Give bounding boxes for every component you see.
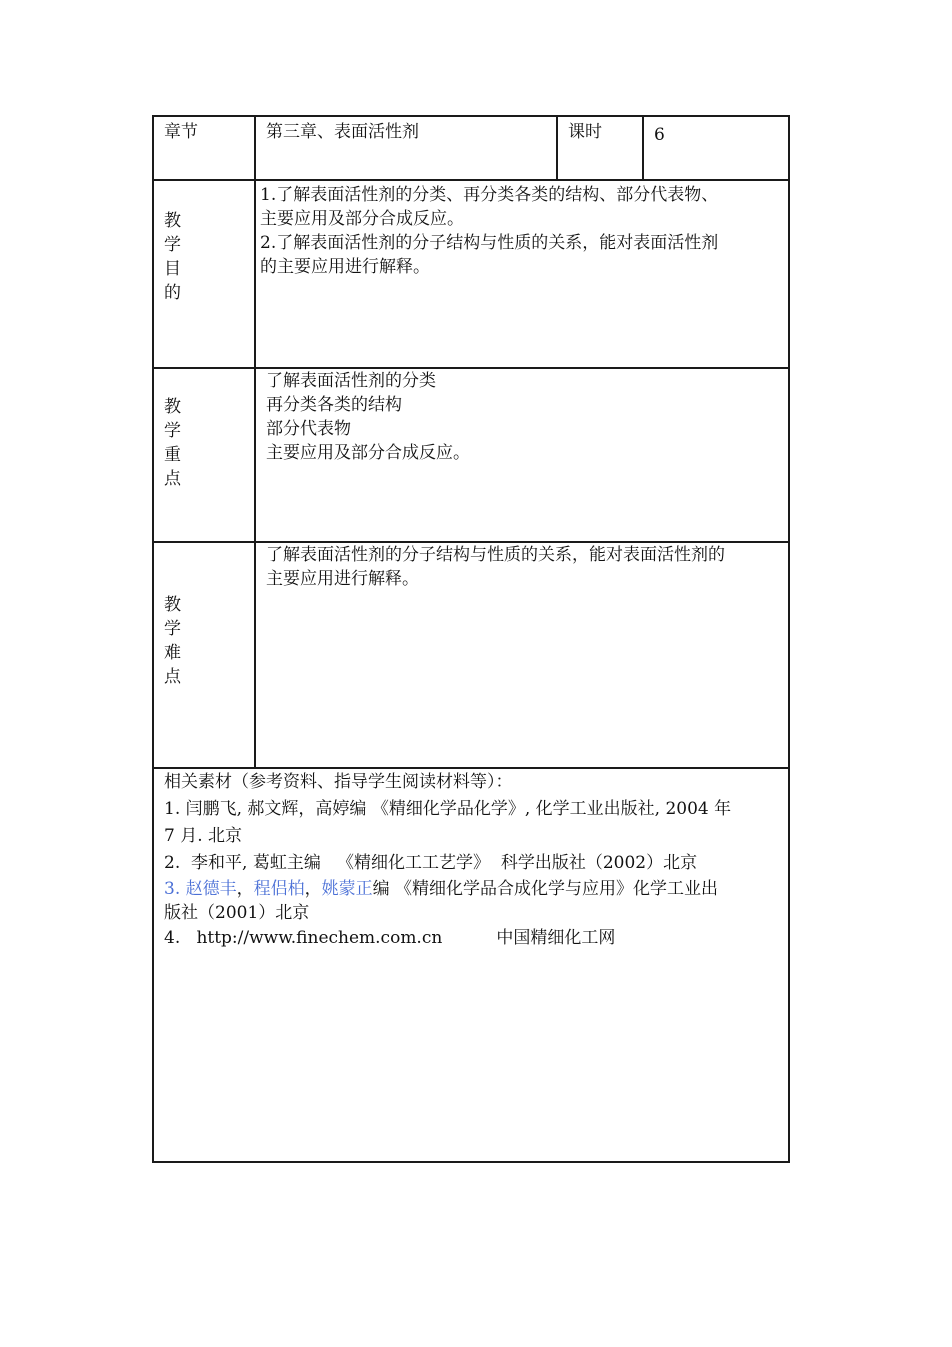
materials-content [154, 769, 788, 951]
reference-3-line-1 [164, 877, 784, 901]
key-points-label [154, 369, 254, 491]
author-link[interactable]: 姚蒙正 [321, 879, 373, 899]
objectives-label [154, 181, 254, 305]
hours-value: 6 [654, 125, 665, 145]
objectives-label-char: 学 [164, 235, 181, 255]
author-link[interactable]: 赵德丰 [185, 879, 237, 899]
key-points-label-char: 学 [164, 421, 181, 441]
difficulties-line: 了解表面活性剂的分子结构与性质的关系，能对表面活性剂的 [266, 545, 725, 565]
separator: ， [304, 879, 322, 899]
key-points-line: 主要应用及部分合成反应。 [266, 443, 470, 463]
chapter-value: 第三章、表面活性剂 [266, 122, 419, 142]
objectives-line: 1.了解表面活性剂的分类、再分类各类的结构、部分代表物、 [260, 185, 719, 205]
objectives-label-char: 教 [164, 211, 181, 231]
key-points-line: 再分类各类的结构 [266, 395, 402, 415]
objectives-label-char: 的 [164, 283, 181, 303]
materials-row [153, 768, 789, 1162]
objectives-label-char: 目 [164, 259, 181, 279]
reference-4 [164, 925, 784, 951]
objectives-content [256, 181, 788, 279]
objectives-line: 2.了解表面活性剂的分子结构与性质的关系，能对表面活性剂 [260, 233, 719, 253]
key-points-content-cell [255, 368, 789, 542]
difficulties-line: 主要应用进行解释。 [266, 569, 419, 589]
key-points-line: 部分代表物 [266, 419, 351, 439]
reference-3-line-2: 版社（2001）北京 [164, 903, 310, 923]
difficulties-label-char: 教 [164, 595, 181, 615]
difficulties-label-char: 点 [164, 667, 181, 687]
reference-4-url[interactable]: http://www.finechem.com.cn [196, 928, 443, 948]
key-points-label-char: 教 [164, 397, 181, 417]
reference-1-line-1: 1. 闫鹏飞, 郝文辉，高婷编 《精细化学品化学》, 化学工业出版社, 2004 年 [164, 799, 732, 819]
objectives-line: 的主要应用进行解释。 [260, 257, 430, 277]
difficulties-label-char: 难 [164, 643, 181, 663]
materials-cell [153, 768, 789, 1162]
objectives-row [153, 180, 789, 368]
difficulties-label-cell [153, 542, 255, 768]
difficulties-content-cell [255, 542, 789, 768]
lesson-plan-table [152, 115, 790, 1163]
reference-3-number: 3. [164, 879, 186, 899]
difficulties-content [256, 543, 788, 591]
difficulties-label-char: 学 [164, 619, 181, 639]
author-link[interactable]: 程侣柏 [253, 879, 305, 899]
chapter-value-cell [255, 116, 557, 180]
chapter-label-cell [153, 116, 255, 180]
separator: ， [236, 879, 254, 899]
materials-heading: 相关素材（参考资料、指导学生阅读材料等）： [164, 772, 513, 792]
objectives-line: 主要应用及部分合成反应。 [260, 209, 464, 229]
difficulties-row [153, 542, 789, 768]
key-points-row [153, 368, 789, 542]
difficulties-label [154, 543, 254, 689]
chapter-label: 章节 [164, 122, 198, 142]
reference-4-number: 4. [164, 928, 197, 948]
reference-4-name: 中国精细化工网 [496, 928, 616, 948]
reference-1-line-2: 7 月. 北京 [164, 826, 243, 846]
key-points-label-cell [153, 368, 255, 542]
header-row [153, 116, 789, 180]
hours-label: 课时 [568, 122, 602, 142]
objectives-content-cell [255, 180, 789, 368]
key-points-content [256, 369, 788, 465]
key-points-label-char: 点 [164, 469, 181, 489]
key-points-line: 了解表面活性剂的分类 [266, 371, 436, 391]
reference-2: 2. 李和平, 葛虹主编 《精细化工工艺学》 科学出版社（2002）北京 [164, 853, 698, 873]
objectives-label-cell [153, 180, 255, 368]
reference-3-rest: 编 《精细化学品合成化学与应用》化学工业出 [372, 879, 719, 899]
key-points-label-char: 重 [164, 445, 181, 465]
hours-value-cell [643, 116, 789, 180]
hours-label-cell [557, 116, 643, 180]
